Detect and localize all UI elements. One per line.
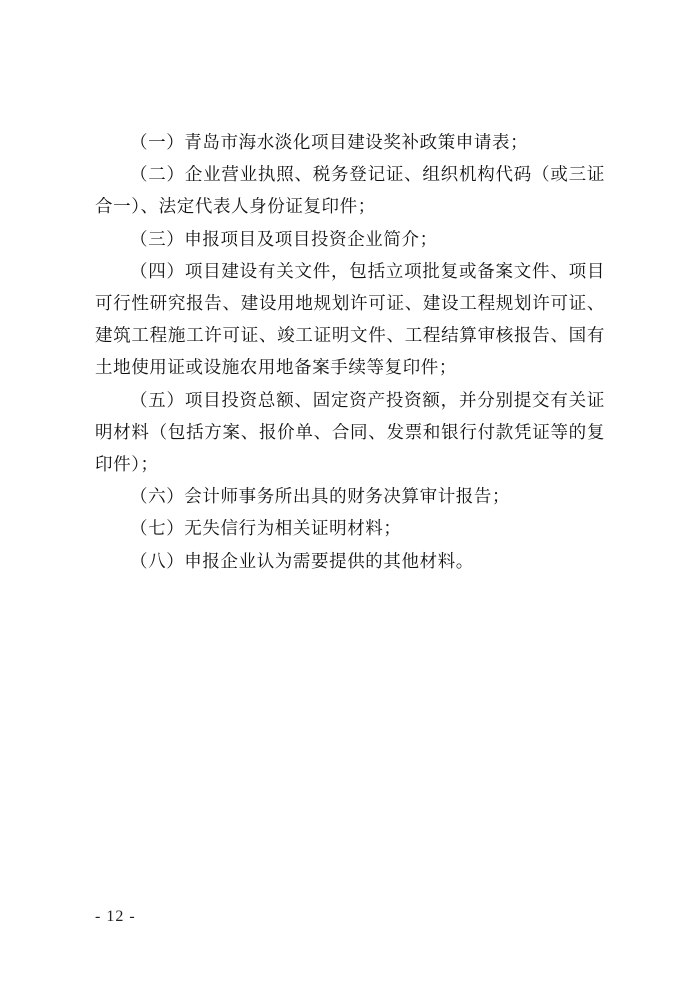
page-number: - 12 -	[95, 908, 136, 925]
list-item-2: （二）企业营业执照、税务登记证、组织机构代码（或三证合一）、法定代表人身份证复印件；	[95, 165, 605, 218]
list-item-1: （一）青岛市海水淡化项目建设奖补政策申请表；	[130, 133, 529, 153]
list-item-4: （四）项目建设有关文件，包括立项批复或备案文件、项目可行性研究报告、建设用地规划许可证、建设工程规划许可证、建筑工程施工许可证、竣工证明文件、工程结算审核报告、国有土地使用证或设施农用地备案手续等复印件；	[95, 261, 605, 379]
list-item-6: （六）会计师事务所出具的财务决算审计报告；	[130, 487, 511, 508]
list-item-3: （三）申报项目及项目投资企业简介；	[130, 229, 438, 250]
list-item-5: （五）项目投资总额、固定资产投资额，并分别提交有关证明材料（包括方案、报价单、合同、发票和银行付款凭证等的复印件）；	[95, 390, 605, 476]
list-item-7: （七）无失信行为相关证明材料；	[130, 519, 402, 540]
document-body	[95, 127, 605, 578]
list-item-8: （八）申报企业认为需要提供的其他材料。	[130, 551, 474, 572]
